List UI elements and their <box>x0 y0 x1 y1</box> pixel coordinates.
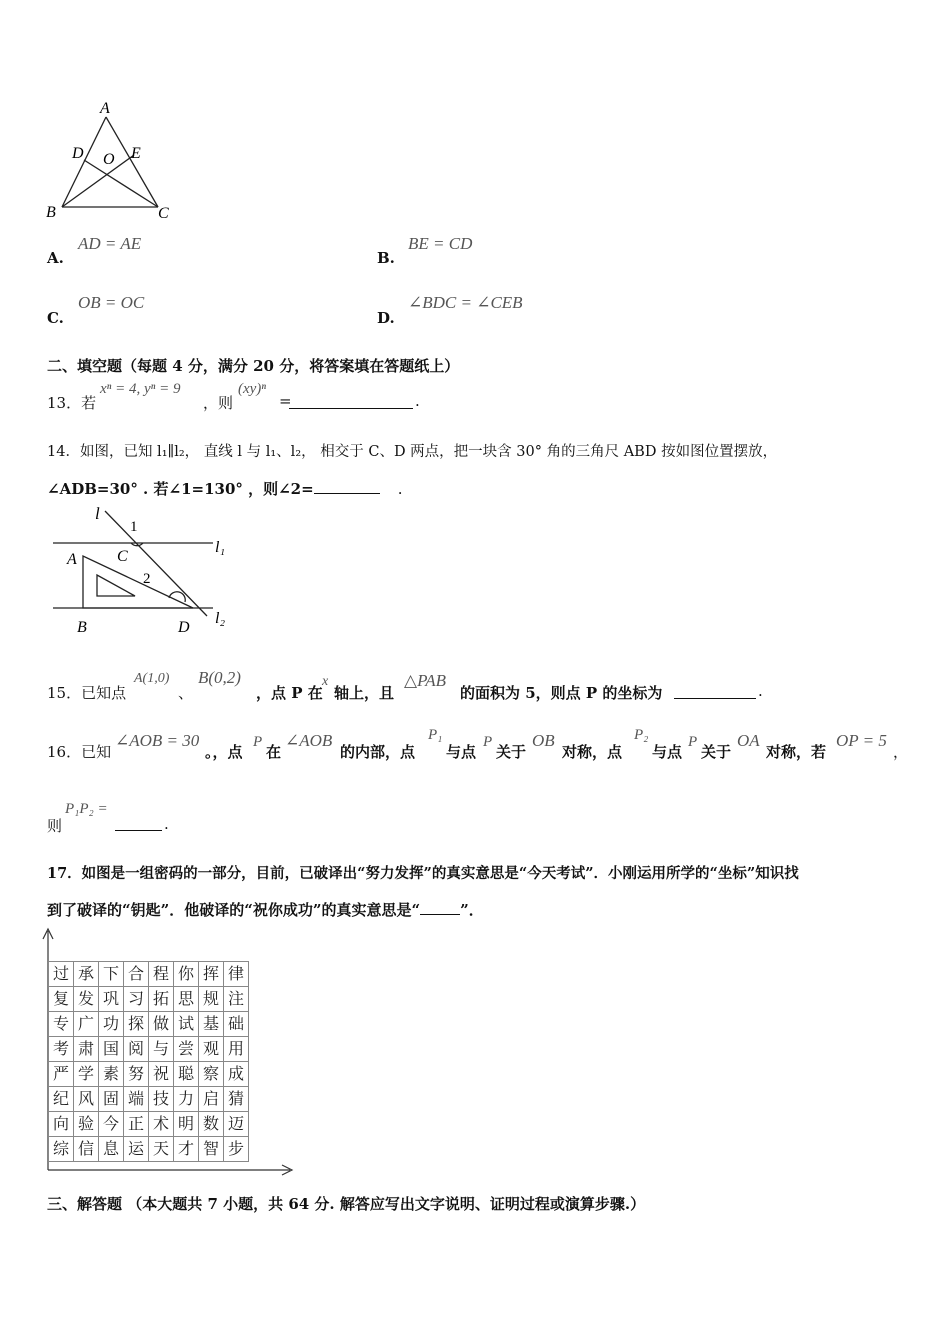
q15-triangle: △PAB <box>404 671 447 690</box>
q14-line2 <box>47 478 402 499</box>
q13-line <box>47 392 96 413</box>
q17-line2 <box>47 899 484 920</box>
cipher-cell: 祝 <box>149 1062 174 1087</box>
cipher-cell: 考 <box>49 1037 74 1062</box>
cipher-cell: 成 <box>224 1062 249 1087</box>
q16-p-2: P <box>483 734 493 750</box>
cipher-cell: 严 <box>49 1062 74 1087</box>
cipher-cell: 数 <box>199 1112 224 1137</box>
point-d-label: D <box>178 619 190 636</box>
q16-text-c: 在 <box>266 743 282 761</box>
cipher-cell: 承 <box>74 962 99 987</box>
cipher-row <box>49 1037 249 1062</box>
cipher-cell: 迈 <box>224 1112 249 1137</box>
q16-p-3: P <box>688 734 698 750</box>
q16-answer-blank <box>115 815 162 831</box>
q16-p: P <box>253 734 263 750</box>
q15-text-b: ，点 P 在 <box>256 684 323 702</box>
q17-end: ”． <box>460 901 484 919</box>
cipher-row <box>49 987 249 1012</box>
q17-answer-blank <box>420 900 460 915</box>
point-c-label: C <box>117 548 128 565</box>
cipher-cell: 与 <box>149 1037 174 1062</box>
cipher-cell: 向 <box>49 1112 74 1137</box>
cipher-cell: 国 <box>99 1037 124 1062</box>
q13-expr: (xy)ⁿ <box>238 381 267 397</box>
cipher-cell: 挥 <box>199 962 224 987</box>
cipher-cell: 律 <box>224 962 249 987</box>
cipher-row <box>49 1137 249 1162</box>
q15-lead: 15．已知点 <box>47 684 127 702</box>
q16-text-h: 与点 <box>652 743 683 761</box>
angle-2-label: 2 <box>143 571 151 587</box>
cipher-cell: 猜 <box>224 1087 249 1112</box>
option-b-expr: BE = CD <box>408 234 473 253</box>
line-l2-label: l₂ <box>215 610 226 627</box>
cipher-cell: 运 <box>124 1137 149 1162</box>
cipher-cell: 程 <box>149 962 174 987</box>
q16-angle: ∠AOB = 30 <box>115 731 200 750</box>
q16-ob: OB <box>532 731 555 750</box>
q16-op: OP = 5 <box>836 731 887 750</box>
q16-end: . <box>164 815 169 833</box>
q13-condition: xⁿ = 4, yⁿ = 9 <box>100 381 181 397</box>
cipher-cell: 做 <box>149 1012 174 1037</box>
cipher-cell: 才 <box>174 1137 199 1162</box>
q15-sep: 、 <box>178 684 194 702</box>
q15-answer-blank <box>674 682 756 699</box>
q13-then: ，则 <box>203 394 234 412</box>
cipher-cell: 明 <box>174 1112 199 1137</box>
q13-end: . <box>415 392 420 410</box>
cipher-cell: 规 <box>199 987 224 1012</box>
option-b-label: B. <box>377 249 395 267</box>
q16-text-k: ， <box>893 743 909 761</box>
q15-x: x <box>322 674 329 689</box>
q14-line1: 14．如图，已知 l₁∥l₂， 直线 l 与 l₁、l₂， 相交于 C、D 两点，把一块含 30° 角的三角尺 ABD 按如图位置摆放， <box>47 444 778 460</box>
q16-aob: ∠AOB <box>285 731 333 750</box>
option-a-expr: AD = AE <box>78 234 142 253</box>
cipher-cell: 聪 <box>174 1062 199 1087</box>
cipher-cell: 阅 <box>124 1037 149 1062</box>
q16-text-f: 关于 <box>496 743 527 761</box>
cipher-cell: 正 <box>124 1112 149 1137</box>
cipher-cell: 学 <box>74 1062 99 1087</box>
cipher-row <box>49 1062 249 1087</box>
cipher-cell: 思 <box>174 987 199 1012</box>
cipher-cell: 验 <box>74 1112 99 1137</box>
cipher-row <box>49 1087 249 1112</box>
cipher-cell: 功 <box>99 1012 124 1037</box>
cipher-cell: 你 <box>174 962 199 987</box>
point-b-label: B <box>46 204 56 221</box>
cipher-cell: 努 <box>124 1062 149 1087</box>
cipher-cell: 复 <box>49 987 74 1012</box>
q16-oa: OA <box>737 731 760 750</box>
q16-p1p2: P₁P₂ = <box>65 801 108 817</box>
cipher-cell: 智 <box>199 1137 224 1162</box>
q16-p2: P₂ <box>634 727 649 743</box>
q17-line2-text: 到了破译的“钥匙”．他破译的“祝你成功”的真实意思是“ <box>47 901 421 919</box>
triangle-figure <box>40 95 190 225</box>
q15-point-b: B(0,2) <box>198 668 241 687</box>
point-o-label: O <box>103 151 115 168</box>
option-d-expr: ∠BDC = ∠CEB <box>408 293 523 312</box>
q16-text-i: 关于 <box>701 743 732 761</box>
cipher-cell: 发 <box>74 987 99 1012</box>
angle-1-label: 1 <box>130 519 138 535</box>
option-a-label: A. <box>47 249 64 267</box>
cipher-cell: 下 <box>99 962 124 987</box>
cipher-cell: 技 <box>149 1087 174 1112</box>
q17-line1: 17．如图是一组密码的一部分，目前，已破译出“努力发挥”的真实意思是“今天考试”．小刚运用所学的“坐标”知识找 <box>47 865 799 882</box>
cipher-cell: 巩 <box>99 987 124 1012</box>
q16-p1: P₁ <box>428 727 443 743</box>
option-d-label: D. <box>377 309 395 327</box>
cipher-cell: 固 <box>99 1087 124 1112</box>
cipher-grid <box>48 961 249 1162</box>
q16-lead: 16．已知 <box>47 743 112 761</box>
section-3-title: 三、解答题 （本大题共 7 小题，共 64 分. 解答应写出文字说明、证明过程或演算步骤.） <box>47 1195 646 1213</box>
q16-text-d: 的内部，点 <box>340 743 416 761</box>
q13-eq: = <box>279 392 292 410</box>
point-d-label: D <box>72 145 84 162</box>
cipher-cell: 观 <box>199 1037 224 1062</box>
q16-text-g: 对称，点 <box>562 743 623 761</box>
q15-end: . <box>758 682 763 700</box>
cipher-cell: 素 <box>99 1062 124 1087</box>
cipher-row <box>49 962 249 987</box>
cipher-cell: 综 <box>49 1137 74 1162</box>
cipher-cell: 用 <box>224 1037 249 1062</box>
section-2-title: 二、填空题（每题 4 分，满分 20 分，将答案填在答题纸上） <box>47 357 460 375</box>
cipher-cell: 纪 <box>49 1087 74 1112</box>
option-c-label: C. <box>47 309 64 327</box>
point-b-label: B <box>77 619 87 636</box>
q16-line2-lead: 则 <box>47 817 63 835</box>
cipher-row <box>49 1112 249 1137</box>
cipher-cell: 试 <box>174 1012 199 1037</box>
cipher-cell: 信 <box>74 1137 99 1162</box>
cipher-cell: 广 <box>74 1012 99 1037</box>
point-a-label: A <box>100 100 110 117</box>
cipher-cell: 过 <box>49 962 74 987</box>
q14-line2-text: ∠ADB=30° . 若∠1=130° ，则∠2= <box>47 480 314 498</box>
q13-lead: 13．若 <box>47 394 97 412</box>
cipher-cell: 肃 <box>74 1037 99 1062</box>
line-l1-label: l₁ <box>215 539 226 556</box>
point-c-label: C <box>158 205 169 222</box>
cipher-cell: 步 <box>224 1137 249 1162</box>
cipher-cell: 注 <box>224 987 249 1012</box>
cipher-cell: 天 <box>149 1137 174 1162</box>
cipher-cell: 端 <box>124 1087 149 1112</box>
cipher-cell: 息 <box>99 1137 124 1162</box>
cipher-cell: 察 <box>199 1062 224 1087</box>
q15-point-a: A(1,0) <box>134 671 170 686</box>
cipher-cell: 尝 <box>174 1037 199 1062</box>
q16-text-j: 对称，若 <box>766 743 827 761</box>
cipher-cell: 风 <box>74 1087 99 1112</box>
parallel-lines-figure <box>45 503 245 638</box>
cipher-cell: 合 <box>124 962 149 987</box>
q14-answer-blank <box>314 479 380 494</box>
cipher-cell: 力 <box>174 1087 199 1112</box>
cipher-cell: 拓 <box>149 987 174 1012</box>
cipher-cell: 启 <box>199 1087 224 1112</box>
cipher-cell: 今 <box>99 1112 124 1137</box>
point-e-label: E <box>131 145 141 162</box>
q14-end: . <box>397 480 403 498</box>
q15-text-d: 的面积为 5，则点 P 的坐标为 <box>460 684 663 702</box>
cipher-cell: 探 <box>124 1012 149 1037</box>
option-c-expr: OB = OC <box>78 293 145 312</box>
cipher-cell: 基 <box>199 1012 224 1037</box>
point-a-label: A <box>67 551 77 568</box>
q16-text-e: 与点 <box>446 743 477 761</box>
cipher-row <box>49 1012 249 1037</box>
q16-text-b: 。，点 <box>205 743 243 761</box>
q15-text-c: 轴上，且 <box>334 684 395 702</box>
q13-answer-blank <box>289 392 413 409</box>
cipher-cell: 础 <box>224 1012 249 1037</box>
cipher-cell: 术 <box>149 1112 174 1137</box>
cipher-cell: 习 <box>124 987 149 1012</box>
line-l-label: l <box>95 504 100 523</box>
cipher-cell: 专 <box>49 1012 74 1037</box>
